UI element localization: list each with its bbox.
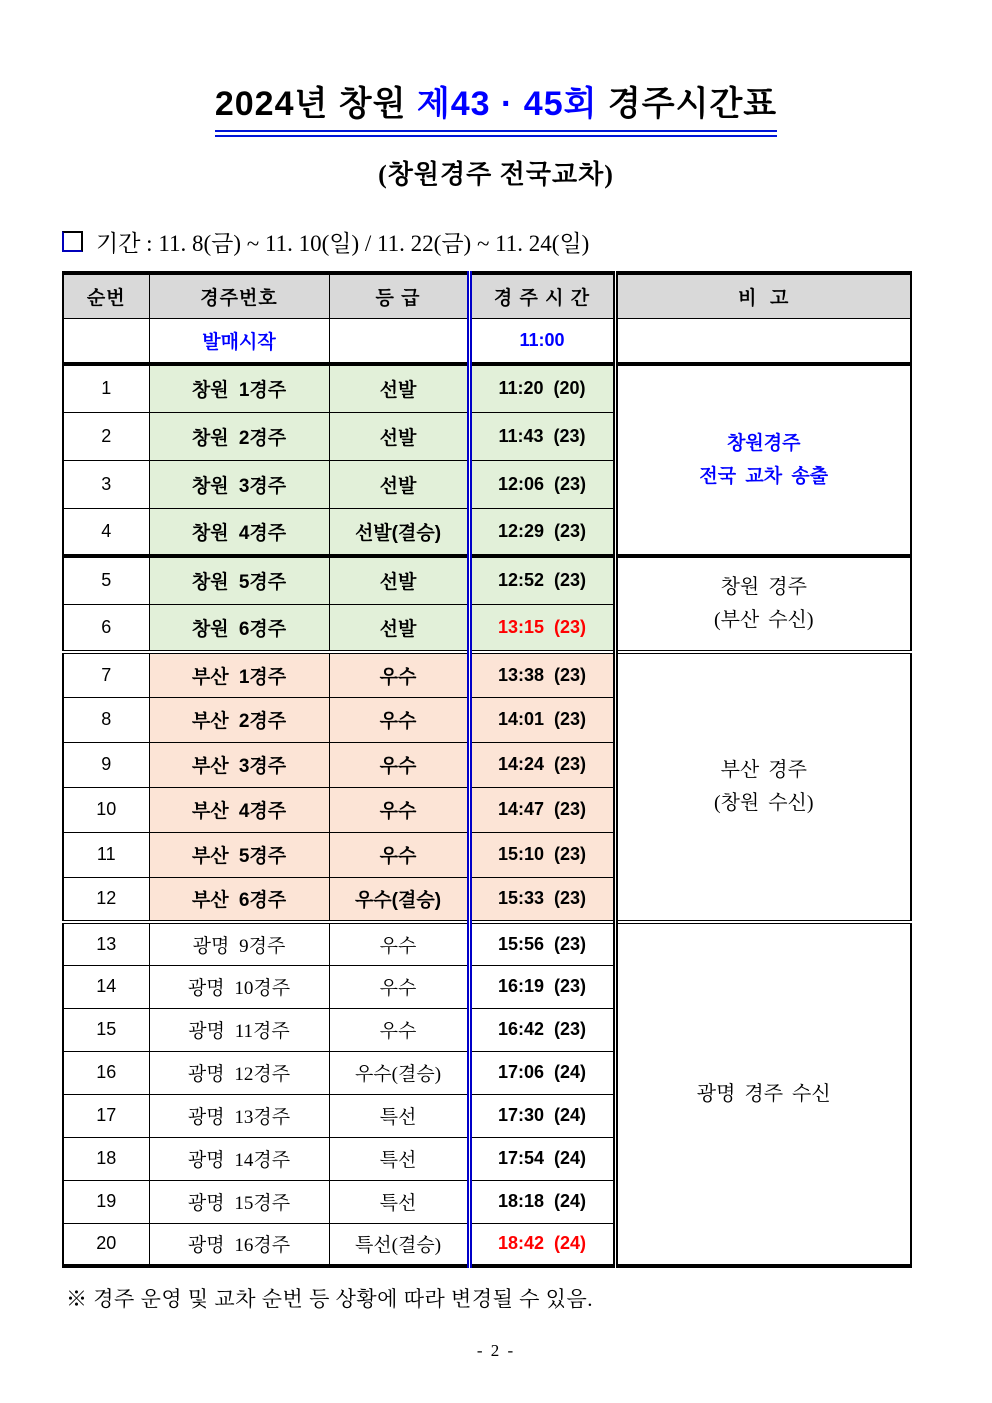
grade-cell: 우수: [329, 742, 469, 787]
race-name-cell: 창원 3경주: [149, 460, 329, 508]
title-highlight: 제43 · 45회: [416, 85, 598, 123]
row-number-cell: [63, 318, 149, 364]
grade-cell: [329, 318, 469, 364]
race-name-cell: 창원 6경주: [149, 604, 329, 652]
row-number-cell: 20: [63, 1223, 149, 1266]
race-name-cell: 광명 11경주: [149, 1008, 329, 1051]
grade-cell: 우수: [329, 965, 469, 1008]
row-number-cell: 6: [63, 604, 149, 652]
race-name-cell: 광명 9경주: [149, 922, 329, 965]
title-block: [0, 0, 992, 137]
period-line: [62, 225, 992, 258]
row-number-cell: 4: [63, 508, 149, 556]
race-name-cell: 창원 5경주: [149, 556, 329, 604]
remark-cell: [615, 318, 911, 364]
time-cell: 12:29 (23): [469, 508, 615, 556]
grade-cell: 우수: [329, 832, 469, 877]
row-number-cell: 17: [63, 1094, 149, 1137]
race-name-cell: 부산 3경주: [149, 742, 329, 787]
race-name-cell: 광명 13경주: [149, 1094, 329, 1137]
timetable-body: [63, 318, 911, 1266]
time-cell: 12:52 (23): [469, 556, 615, 604]
presale-label-cell: 발매시작: [149, 318, 329, 364]
time-cell: 11:43 (23): [469, 412, 615, 460]
time-cell: 11:20 (20): [469, 364, 615, 412]
row-number-cell: 8: [63, 697, 149, 742]
table-row: [63, 364, 911, 412]
grade-cell: 우수: [329, 697, 469, 742]
race-name-cell: 부산 1경주: [149, 652, 329, 697]
race-name-cell: 광명 14경주: [149, 1137, 329, 1180]
race-name-cell: 부산 4경주: [149, 787, 329, 832]
grade-cell: 특선: [329, 1094, 469, 1137]
race-timetable: [62, 271, 912, 1268]
grade-cell: 선발: [329, 412, 469, 460]
header-race-number: 경주번호: [149, 273, 329, 318]
presale-time-cell: 11:00: [469, 318, 615, 364]
grade-cell: 우수: [329, 652, 469, 697]
page-title: [215, 76, 777, 137]
race-name-cell: 광명 12경주: [149, 1051, 329, 1094]
table-row: [63, 652, 911, 697]
row-number-cell: 2: [63, 412, 149, 460]
race-name-cell: 부산 6경주: [149, 877, 329, 922]
title-prefix: 2024년 창원: [214, 85, 417, 123]
time-cell: 14:01 (23): [469, 697, 615, 742]
remark-cell: 부산 경주 (창원 수신): [615, 652, 911, 922]
time-cell: 16:19 (23): [469, 965, 615, 1008]
time-cell: 12:06 (23): [469, 460, 615, 508]
race-name-cell: 부산 5경주: [149, 832, 329, 877]
row-number-cell: 16: [63, 1051, 149, 1094]
time-cell: 17:30 (24): [469, 1094, 615, 1137]
row-number-cell: 15: [63, 1008, 149, 1051]
grade-cell: 우수(결승): [329, 1051, 469, 1094]
timetable-header: [63, 273, 911, 318]
time-cell: 15:10 (23): [469, 832, 615, 877]
row-number-cell: 14: [63, 965, 149, 1008]
row-number-cell: 19: [63, 1180, 149, 1223]
race-name-cell: 창원 4경주: [149, 508, 329, 556]
header-remark: 비 고: [615, 273, 911, 318]
race-name-cell: 광명 15경주: [149, 1180, 329, 1223]
header-grade: 등 급: [329, 273, 469, 318]
time-cell: 13:38 (23): [469, 652, 615, 697]
grade-cell: 선발: [329, 556, 469, 604]
table-row: [63, 922, 911, 965]
row-number-cell: 7: [63, 652, 149, 697]
time-cell: 18:42 (24): [469, 1223, 615, 1266]
grade-cell: 우수: [329, 922, 469, 965]
row-number-cell: 1: [63, 364, 149, 412]
race-name-cell: 부산 2경주: [149, 697, 329, 742]
row-number-cell: 9: [63, 742, 149, 787]
grade-cell: 선발: [329, 364, 469, 412]
row-number-cell: 13: [63, 922, 149, 965]
grade-cell: 우수: [329, 787, 469, 832]
grade-cell: 특선(결승): [329, 1223, 469, 1266]
grade-cell: 우수: [329, 1008, 469, 1051]
presale-row: [63, 318, 911, 364]
footnote: ※ 경주 운영 및 교차 순번 등 상황에 따라 변경될 수 있음.: [66, 1287, 594, 1311]
row-number-cell: 12: [63, 877, 149, 922]
header-row: [63, 273, 911, 318]
race-name-cell: 광명 10경주: [149, 965, 329, 1008]
remark-cell: 창원경주 전국 교차 송출: [615, 364, 911, 556]
grade-cell: 우수(결승): [329, 877, 469, 922]
remark-cell: 창원 경주 (부산 수신): [615, 556, 911, 652]
page-subtitle: (창원경주 전국교차): [378, 160, 614, 189]
time-cell: 14:47 (23): [469, 787, 615, 832]
time-cell: 15:56 (23): [469, 922, 615, 965]
remark-cell: 광명 경주 수신: [615, 922, 911, 1266]
grade-cell: 선발(결승): [329, 508, 469, 556]
race-name-cell: 광명 16경주: [149, 1223, 329, 1266]
header-race-time: 경 주 시 간: [469, 273, 615, 318]
grade-cell: 특선: [329, 1137, 469, 1180]
race-name-cell: 창원 2경주: [149, 412, 329, 460]
header-order: 순번: [63, 273, 149, 318]
row-number-cell: 11: [63, 832, 149, 877]
time-cell: 15:33 (23): [469, 877, 615, 922]
title-suffix: 경주시간표: [597, 85, 778, 123]
race-name-cell: 창원 1경주: [149, 364, 329, 412]
time-cell: 18:18 (24): [469, 1180, 615, 1223]
time-cell: 17:54 (24): [469, 1137, 615, 1180]
time-cell: 13:15 (23): [469, 604, 615, 652]
period-text: 기간 : 11. 8(금) ~ 11. 10(일) / 11. 22(금) ~ 11. 24(일): [96, 231, 590, 256]
row-number-cell: 18: [63, 1137, 149, 1180]
time-cell: 16:42 (23): [469, 1008, 615, 1051]
row-number-cell: 3: [63, 460, 149, 508]
time-cell: 14:24 (23): [469, 742, 615, 787]
grade-cell: 특선: [329, 1180, 469, 1223]
table-row: [63, 556, 911, 604]
row-number-cell: 5: [63, 556, 149, 604]
grade-cell: 선발: [329, 604, 469, 652]
page-number: - 2 -: [476, 1341, 516, 1360]
checkbox-icon: [62, 231, 83, 252]
grade-cell: 선발: [329, 460, 469, 508]
row-number-cell: 10: [63, 787, 149, 832]
time-cell: 17:06 (24): [469, 1051, 615, 1094]
